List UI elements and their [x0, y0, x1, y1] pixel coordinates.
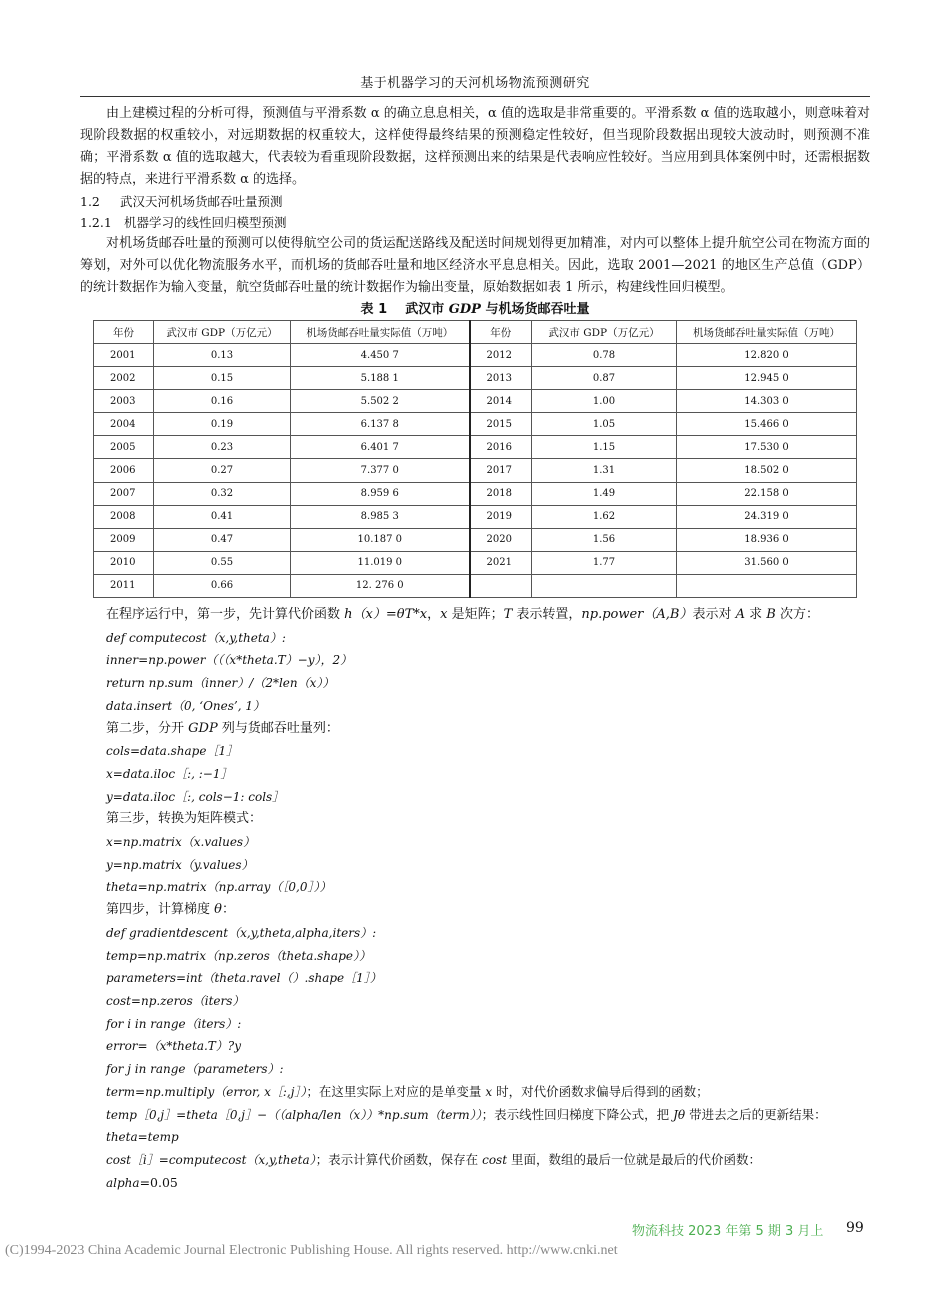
- cell-gdp: 1.56: [532, 528, 677, 551]
- var: x: [485, 1084, 493, 1099]
- cell-throughput: 6.137 8: [291, 413, 470, 436]
- step-three: 第三步，转换为矩阵模式：: [106, 811, 263, 827]
- cell-gdp: 1.31: [532, 459, 677, 482]
- code-line: def computecost（x,y,theta）:: [106, 630, 286, 645]
- table-row: [94, 367, 857, 390]
- section-title: 武汉天河机场货邮吞吐量预测: [120, 194, 283, 209]
- cell-year: 2019: [470, 505, 532, 528]
- caption-gdp: GDP: [448, 302, 481, 317]
- cell-throughput: 12. 276 0: [291, 574, 470, 597]
- cell-year: 2003: [94, 390, 154, 413]
- cell-throughput: 17.530 0: [677, 436, 857, 459]
- text: ；表示计算代价函数，保存在: [315, 1151, 483, 1167]
- value: =0.05: [139, 1174, 178, 1190]
- text: ：: [221, 902, 235, 918]
- code-line: x=data.iloc［:, :−1］: [106, 766, 233, 781]
- table-caption: [80, 300, 870, 320]
- code-line: cols=data.shape［1］: [106, 744, 239, 759]
- code-line: theta=np.matrix（np.array（［0,0］））: [106, 880, 332, 895]
- table-row: [94, 505, 857, 528]
- cell-year: 2012: [470, 344, 532, 367]
- table-row: [94, 459, 857, 482]
- cell-gdp: 0.16: [154, 390, 291, 413]
- code-line: parameters=int（theta.ravel（）.shape［1］）: [106, 971, 382, 986]
- cell-gdp: 0.23: [154, 436, 291, 459]
- cell-throughput: [677, 574, 857, 597]
- cell-throughput: 15.466 0: [677, 413, 857, 436]
- cell-gdp: 0.27: [154, 459, 291, 482]
- code-line: temp=np.matrix（np.zeros（theta.shape））: [106, 948, 371, 963]
- cell-year: 2021: [470, 551, 532, 574]
- intro-line: [80, 604, 870, 627]
- cell-gdp: 1.00: [532, 390, 677, 413]
- paragraph-regression: 对机场货邮吞吐量的预测可以使得航空公司的货运配送路线及配送时间规划得更加精准，对内可以整体上提升航空公司在物流方面的筹划，对外可以优化物流服务水平，而机场的货邮吞吐量和地区经济水平息息相关。因此，选取 2001—2021 的地区生产总值（GDP）的统计数据作为输入变量，航空货邮吞吐量的统计数据作为输出变量，原始数据如表 1 所示，构建线性回归模型。: [80, 236, 870, 295]
- cell-gdp: 0.66: [154, 574, 291, 597]
- caption-text: 与机场货邮吞吐量: [480, 302, 590, 317]
- cell-gdp: 1.62: [532, 505, 677, 528]
- var: T: [503, 607, 513, 623]
- cell-gdp: 0.87: [532, 367, 677, 390]
- cell-gdp: 0.55: [154, 551, 291, 574]
- cell-gdp: 0.78: [532, 344, 677, 367]
- text: ；在这里实际上对应的是单变量: [306, 1083, 486, 1099]
- text: 是矩阵；: [447, 607, 504, 623]
- var: Jθ: [673, 1107, 686, 1122]
- cell-year: 2010: [94, 551, 154, 574]
- table-header-row: [94, 321, 857, 344]
- copyright-watermark: (C)1994-2023 China Academic Journal Electronic Publishing House. All rights reserved. http://www.cnki.net: [5, 1243, 618, 1258]
- table-row: [94, 344, 857, 367]
- cell-throughput: 7.377 0: [291, 459, 470, 482]
- cell-throughput: 10.187 0: [291, 528, 470, 551]
- cell-gdp: 0.32: [154, 482, 291, 505]
- var: x: [440, 607, 448, 623]
- text: 表示对: [692, 607, 736, 623]
- cell-gdp: 1.15: [532, 436, 677, 459]
- text: 在程序运行中，第一步，先计算代价函数: [106, 607, 345, 623]
- code-line: y=np.matrix（y.values）: [106, 857, 254, 872]
- var: GDP: [188, 720, 218, 736]
- cell-year: 2008: [94, 505, 154, 528]
- caption-text: 武汉市: [405, 302, 449, 317]
- formula: h（x）=θT*x: [344, 607, 428, 623]
- code-line: theta=temp: [106, 1130, 179, 1145]
- text: 列与货邮吞吐量列：: [217, 720, 339, 736]
- cell-throughput: 12.945 0: [677, 367, 857, 390]
- cell-throughput: 8.959 6: [291, 482, 470, 505]
- cell-throughput: 22.158 0: [677, 482, 857, 505]
- col-header-year: 年份: [470, 321, 532, 344]
- cell-throughput: 8.985 3: [291, 505, 470, 528]
- cell-gdp: 1.77: [532, 551, 677, 574]
- cell-gdp: 1.05: [532, 413, 677, 436]
- code-line: error=（x*theta.T）?y: [106, 1039, 242, 1054]
- col-header-throughput: 机场货邮吞吐量实际值（万吨）: [677, 321, 857, 344]
- text: 第四步，计算梯度: [106, 902, 215, 918]
- cell-year: 2017: [470, 459, 532, 482]
- col-header-throughput: 机场货邮吞吐量实际值（万吨）: [291, 321, 470, 344]
- cell-year: [470, 574, 532, 597]
- table-row: [94, 551, 857, 574]
- running-header: 基于机器学习的天河机场物流预测研究: [80, 72, 870, 97]
- cell-gdp: 0.19: [154, 413, 291, 436]
- cell-throughput: 18.936 0: [677, 528, 857, 551]
- text: ；表示线性回归梯度下降公式，把: [481, 1106, 674, 1122]
- cell-gdp: [532, 574, 677, 597]
- text: 求: [745, 607, 767, 623]
- cell-year: 2015: [470, 413, 532, 436]
- cell-throughput: 14.303 0: [677, 390, 857, 413]
- code-line: def gradientdescent（x,y,theta,alpha,iters）:: [106, 925, 377, 940]
- cell-gdp: 0.15: [154, 367, 291, 390]
- table-row: [94, 413, 857, 436]
- cell-gdp: 0.13: [154, 344, 291, 367]
- code-line: y=data.iloc［:, cols−1: cols］: [106, 789, 285, 804]
- text: 表示转置，: [512, 607, 582, 623]
- table-row: [94, 574, 857, 597]
- var: cost: [482, 1152, 508, 1167]
- var: B: [766, 607, 776, 623]
- cell-year: 2009: [94, 528, 154, 551]
- code: temp［0,j］=theta［0,j］−（（alpha/len（x））*np.sum（term））: [106, 1107, 482, 1122]
- cell-throughput: 12.820 0: [677, 344, 857, 367]
- code-line: x=np.matrix（x.values）: [106, 835, 256, 850]
- text: 带进去之后的更新结果：: [685, 1106, 827, 1122]
- section-heading-1-2: [80, 191, 870, 212]
- cell-gdp: 0.41: [154, 505, 291, 528]
- paragraph-smoothing: 由上建模过程的分析可得，预测值与平滑系数 α 的确立息息相关，α 值的选取是非常重要的。平滑系数 α 值的选取越小，则意味着对现阶段数据的权重较小，对远期数据的权重较大，这样使得最终结果的预测稳定性较好，但当现阶段数据出现较大波动时，则预测不准确；平滑系数 α 值的选取越大，代表较为看重现阶段数据，这样预测出来的结果是代表响应性较好。当应用到具体案例中时，还需根据数据的特点，来进行平滑系数 α 的选择。: [80, 106, 870, 187]
- cell-year: 2018: [470, 482, 532, 505]
- cell-throughput: 11.019 0: [291, 551, 470, 574]
- journal-info: 物流科技 2023 年第 5 期 3 月上: [632, 1224, 824, 1239]
- cell-year: 2016: [470, 436, 532, 459]
- cell-year: 2020: [470, 528, 532, 551]
- cell-throughput: 18.502 0: [677, 459, 857, 482]
- cell-year: 2011: [94, 574, 154, 597]
- article-body: [80, 103, 870, 1194]
- cell-throughput: 6.401 7: [291, 436, 470, 459]
- term-line: [106, 1081, 870, 1104]
- cell-year: 2007: [94, 482, 154, 505]
- code: alpha: [106, 1175, 140, 1190]
- cell-year: 2013: [470, 367, 532, 390]
- code-line: for i in range（iters）:: [106, 1016, 242, 1031]
- cell-throughput: 31.560 0: [677, 551, 857, 574]
- alpha-line: [106, 1172, 870, 1195]
- table-row: [94, 436, 857, 459]
- step-four: [106, 899, 870, 922]
- section-number: 1.2: [80, 194, 100, 209]
- cell-year: 2005: [94, 436, 154, 459]
- formula: np.power（A,B）: [581, 607, 693, 623]
- var: A: [735, 607, 746, 623]
- data-table: [93, 320, 857, 598]
- table-row: [94, 528, 857, 551]
- cell-year: 2014: [470, 390, 532, 413]
- code-listing: [80, 627, 870, 1195]
- cell-throughput: 5.502 2: [291, 390, 470, 413]
- code-line: data.insert（0, ‘Ones’, 1）: [106, 698, 265, 713]
- step-two: [106, 718, 870, 741]
- var: θ: [214, 902, 222, 918]
- page-number: 99: [846, 1220, 864, 1236]
- cell-gdp: 1.49: [532, 482, 677, 505]
- table-number: 表 1: [360, 302, 388, 317]
- col-header-gdp: 武汉市 GDP（万亿元）: [532, 321, 677, 344]
- cell-year: 2001: [94, 344, 154, 367]
- cost-line: [106, 1149, 870, 1172]
- section-number: 1.2.1: [80, 215, 112, 230]
- code-line: for j in range（parameters）:: [106, 1062, 284, 1077]
- code-line: inner=np.power（（（x*theta.T）−y），2）: [106, 653, 353, 668]
- col-header-gdp: 武汉市 GDP（万亿元）: [154, 321, 291, 344]
- cell-throughput: 4.450 7: [291, 344, 470, 367]
- section-title: 机器学习的线性回归模型预测: [124, 215, 287, 230]
- cell-year: 2004: [94, 413, 154, 436]
- text: 时，对代价函数求偏导后得到的函数；: [492, 1083, 709, 1099]
- section-heading-1-2-1: [80, 212, 870, 233]
- cell-gdp: 0.47: [154, 528, 291, 551]
- code: cost［i］=computecost（x,y,theta）: [106, 1152, 316, 1167]
- code: term=np.multiply（error, x［:,j］）: [106, 1084, 307, 1099]
- text: 里面，数组的最后一位就是最后的代价函数：: [507, 1151, 762, 1167]
- text: ，: [427, 607, 441, 623]
- cell-year: 2006: [94, 459, 154, 482]
- temp-line: [106, 1104, 870, 1127]
- table-row: [94, 390, 857, 413]
- cell-year: 2002: [94, 367, 154, 390]
- code-line: return np.sum（inner）/（2*len（x））: [106, 676, 335, 691]
- cell-throughput: 24.319 0: [677, 505, 857, 528]
- text: 第二步，分开: [106, 720, 189, 736]
- cell-throughput: 5.188 1: [291, 367, 470, 390]
- code-line: cost=np.zeros（iters）: [106, 993, 245, 1008]
- col-header-year: 年份: [94, 321, 154, 344]
- table-row: [94, 482, 857, 505]
- text: 次方：: [775, 607, 819, 623]
